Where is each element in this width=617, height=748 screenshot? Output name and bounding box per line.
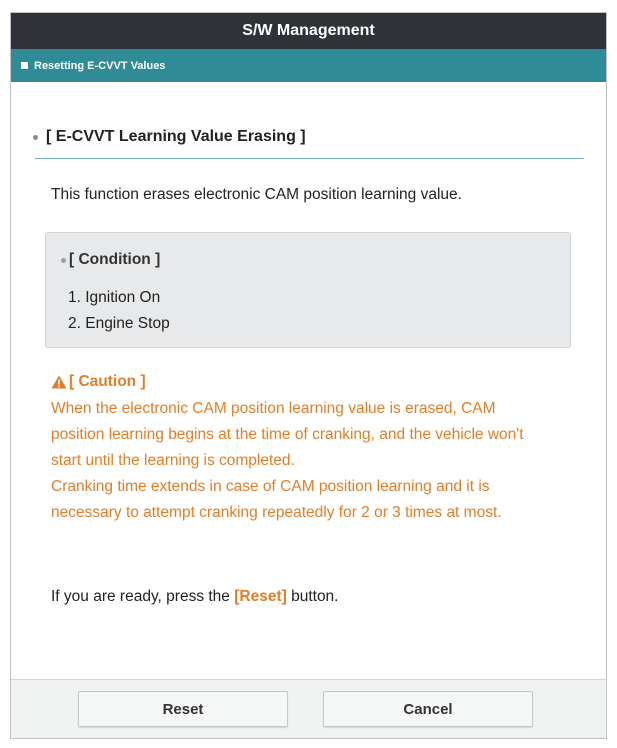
ready-prefix: If you are ready, press the bbox=[51, 588, 235, 605]
condition-box bbox=[45, 232, 571, 348]
ready-instruction bbox=[51, 588, 339, 606]
caution-line: Cranking time extends in case of CAM position learning and it is bbox=[51, 478, 490, 495]
section-heading bbox=[33, 128, 306, 146]
content-area bbox=[11, 82, 606, 680]
subtitle-bar bbox=[11, 49, 606, 82]
section-title: [ E-CVVT Learning Value Erasing ] bbox=[46, 128, 306, 145]
cancel-button[interactable]: Cancel bbox=[323, 691, 533, 727]
caution-block bbox=[51, 370, 580, 526]
caution-line: necessary to attempt cranking repeatedly for 2 or 3 times at most. bbox=[51, 504, 502, 521]
square-bullet-icon bbox=[21, 62, 28, 69]
condition-item: 1. Ignition On bbox=[68, 289, 161, 306]
bullet-dot-icon bbox=[33, 135, 38, 140]
section-divider bbox=[35, 158, 584, 159]
caution-text bbox=[51, 396, 580, 526]
condition-list bbox=[68, 285, 170, 337]
caution-heading bbox=[51, 370, 580, 394]
ready-suffix: button. bbox=[286, 588, 339, 605]
caution-line: When the electronic CAM position learning value is erased, CAM bbox=[51, 400, 496, 417]
reset-highlight: [Reset] bbox=[234, 588, 287, 605]
sw-management-window bbox=[10, 12, 607, 739]
condition-heading bbox=[61, 251, 160, 269]
bullet-dot-icon bbox=[61, 258, 66, 263]
condition-item: 2. Engine Stop bbox=[68, 315, 170, 332]
function-description: This function erases electronic CAM position learning value. bbox=[51, 186, 462, 203]
caution-line: position learning begins at the time of cranking, and the vehicle won't bbox=[51, 426, 524, 443]
window-title: S/W Management bbox=[11, 13, 606, 49]
caution-title: [ Caution ] bbox=[69, 373, 146, 390]
warning-triangle-icon bbox=[51, 375, 67, 389]
condition-title: [ Condition ] bbox=[69, 251, 161, 268]
button-bar bbox=[11, 679, 606, 738]
caution-line: start until the learning is completed. bbox=[51, 452, 295, 469]
subtitle-label: Resetting E-CVVT Values bbox=[34, 59, 166, 72]
reset-button[interactable]: Reset bbox=[78, 691, 288, 727]
